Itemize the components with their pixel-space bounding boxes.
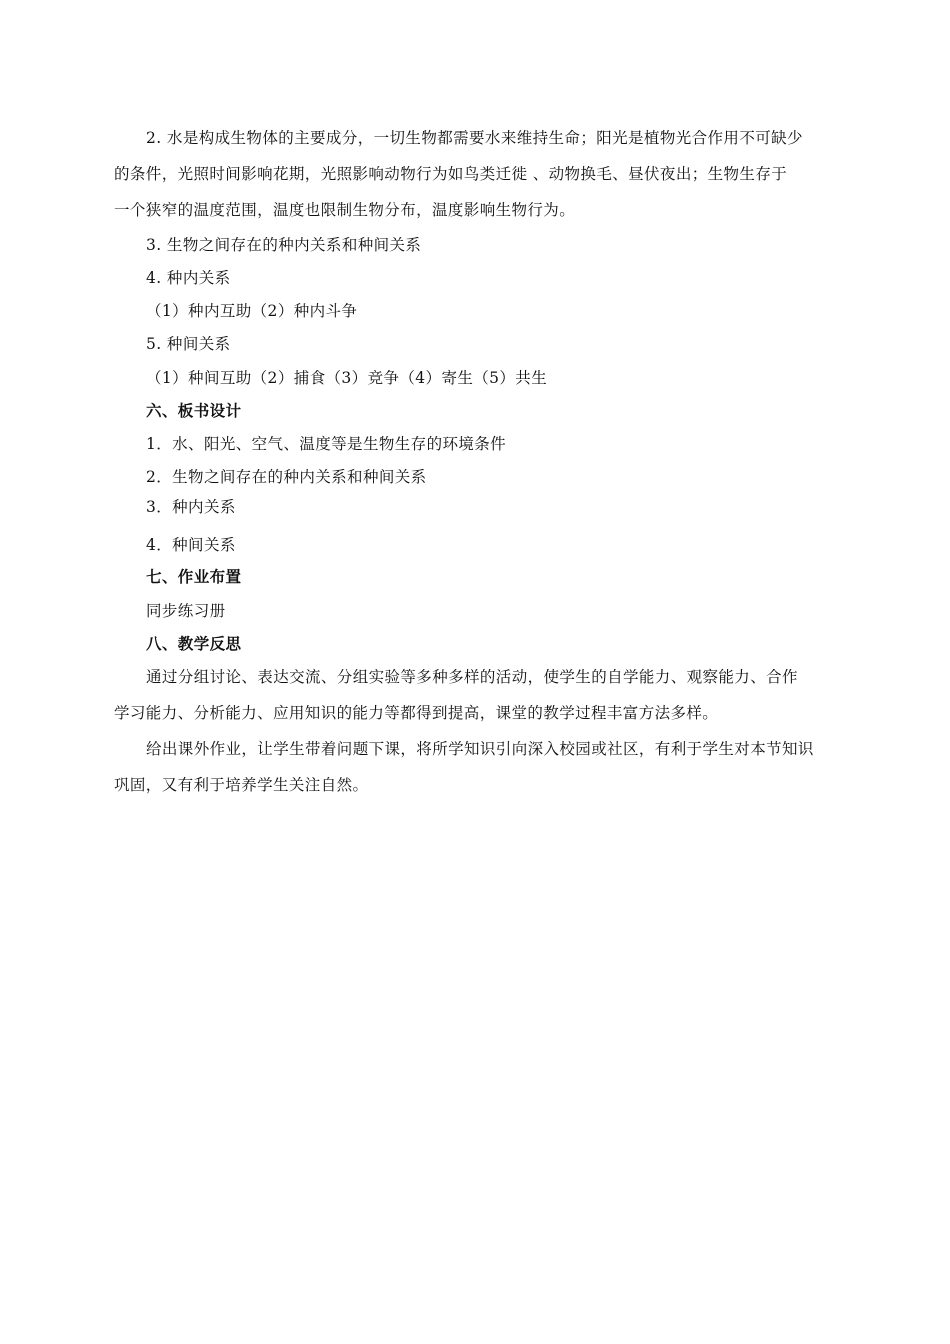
paragraph-2-line-2: 的条件，光照时间影响花期，光照影响动物行为如鸟类迁徙 、动物换毛、昼伏夜出；生物生存于	[114, 165, 788, 183]
item-4: 4. 种内关系	[146, 269, 231, 287]
section-heading-reflection: 八、教学反思	[146, 634, 242, 653]
reflection-p2-line-2: 巩固，又有利于培养学生关注自然。	[114, 776, 369, 794]
section-heading-homework: 七、作业布置	[146, 567, 242, 586]
reflection-p2-line-1: 给出课外作业，让学生带着问题下课，将所学知识引向深入校园或社区，有利于学生对本节知识	[146, 740, 814, 758]
section-heading-blackboard: 六、板书设计	[146, 401, 242, 420]
board-item-3: 3．种内关系	[146, 498, 236, 516]
item-5-sub: （1）种间互助（2）捕食（3）竞争（4）寄生（5）共生	[146, 369, 548, 387]
paragraph-2-line-3: 一个狭窄的温度范围，温度也限制生物分布，温度影响生物行为。	[114, 201, 576, 219]
reflection-p1-line-2: 学习能力、分析能力、应用知识的能力等都得到提高，课堂的教学过程丰富方法多样。	[114, 704, 719, 722]
item-4-sub: （1）种内互助（2）种内斗争	[146, 302, 358, 320]
reflection-p1-line-1: 通过分组讨论、表达交流、分组实验等多种多样的活动，使学生的自学能力、观察能力、合作	[146, 668, 798, 686]
board-item-2: 2．生物之间存在的种内关系和种间关系	[146, 468, 427, 486]
homework-text: 同步练习册	[146, 602, 226, 620]
item-3: 3. 生物之间存在的种内关系和种间关系	[146, 236, 422, 254]
paragraph-2-line-1: 2. 水是构成生物体的主要成分，一切生物都需要水来维持生命；阳光是植物光合作用不可缺少	[146, 129, 803, 147]
item-5: 5. 种间关系	[146, 335, 231, 353]
board-item-1: 1．水、阳光、空气、温度等是生物生存的环境条件	[146, 435, 507, 453]
board-item-4: 4．种间关系	[146, 536, 236, 554]
